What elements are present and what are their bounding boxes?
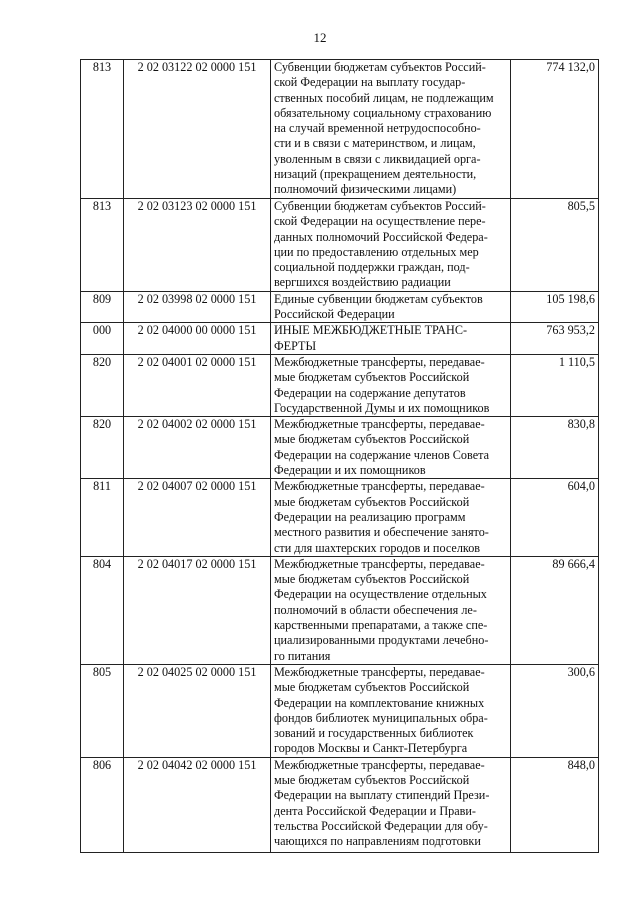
revenue-name-cell xyxy=(271,479,511,556)
revenue-name-line: уволенным в связи с ликвидацией орга- xyxy=(274,151,481,166)
table-row xyxy=(81,556,599,664)
budget-classification-code-cell: 2 02 03122 02 0000 151 xyxy=(124,60,271,199)
revenue-name-line: циализированными продуктами лечебно- xyxy=(274,633,489,648)
revenue-name-line: Российской Федерации xyxy=(274,307,395,322)
revenue-name-line: полномочий в области обеспечения ле- xyxy=(274,602,477,617)
revenue-name-line: Межбюджетные трансферты, передавае- xyxy=(274,757,485,772)
revenue-name-line: данных полномочий Российской Федера- xyxy=(274,229,488,244)
amount-cell: 105 198,6 xyxy=(511,291,599,323)
revenue-name-line: Федерации и их помощников xyxy=(274,463,426,478)
revenue-name-line: на случай временной нетрудоспособно- xyxy=(274,121,481,136)
revenue-name-line: Субвенции бюджетам субъектов Россий- xyxy=(274,199,486,213)
amount-cell: 763 953,2 xyxy=(511,323,599,355)
revenue-name-line: карственными препаратами, а также спе- xyxy=(274,618,488,633)
revenue-name-line: Субвенции бюджетам субъектов Россий- xyxy=(274,60,486,74)
amount-cell: 774 132,0 xyxy=(511,60,599,199)
amount-cell: 604,0 xyxy=(511,479,599,556)
revenue-name-cell xyxy=(271,417,511,479)
revenue-name-cell xyxy=(271,323,511,355)
admin-code-cell: 806 xyxy=(81,757,124,852)
admin-code-cell: 811 xyxy=(81,479,124,556)
revenue-name-line: Межбюджетные трансферты, передавае- xyxy=(274,354,485,369)
table-row xyxy=(81,757,599,852)
admin-code-cell: 813 xyxy=(81,60,124,199)
admin-code-cell: 805 xyxy=(81,664,124,757)
revenue-name-line: ственных пособий лицам, не подлежащим xyxy=(274,90,494,105)
table-row xyxy=(81,199,599,292)
revenue-name-line: ИНЫЕ МЕЖБЮДЖЕТНЫЕ ТРАНС- xyxy=(274,323,468,338)
revenue-name-line: сти для шахтерских городов и поселков xyxy=(274,540,481,555)
revenue-name-cell xyxy=(271,354,511,416)
revenue-name-line: Межбюджетные трансферты, передавае- xyxy=(274,556,485,571)
table-row xyxy=(81,417,599,479)
budget-table-body xyxy=(81,60,599,853)
amount-cell: 830,8 xyxy=(511,417,599,479)
revenue-name-line: Федерации на выплату стипендий Прези- xyxy=(274,788,490,803)
revenue-name-line: ФЕРТЫ xyxy=(274,338,317,353)
budget-classification-code-cell: 2 02 04007 02 0000 151 xyxy=(124,479,271,556)
amount-cell: 805,5 xyxy=(511,199,599,292)
amount-cell: 1 110,5 xyxy=(511,354,599,416)
revenue-name-line: зований и государственных библиотек xyxy=(274,726,474,741)
revenue-name-line: мые бюджетам субъектов Российской xyxy=(274,370,470,385)
revenue-name-line: городов Москвы и Санкт-Петербурга xyxy=(274,741,468,756)
admin-code-cell: 000 xyxy=(81,323,124,355)
revenue-name-line: сти и в связи с материнством, и лицам, xyxy=(274,136,476,151)
revenue-name-line: Государственной Думы и их помощников xyxy=(274,400,490,415)
table-row xyxy=(81,664,599,757)
revenue-name-line: Межбюджетные трансферты, передавае- xyxy=(274,417,485,432)
revenue-name-line: вергшихся воздействию радиации xyxy=(274,275,451,290)
admin-code-cell: 809 xyxy=(81,291,124,323)
revenue-name-cell xyxy=(271,291,511,323)
budget-classification-code-cell: 2 02 04017 02 0000 151 xyxy=(124,556,271,664)
revenue-name-line: мые бюджетам субъектов Российской xyxy=(274,772,470,787)
revenue-name-cell xyxy=(271,757,511,852)
revenue-name-line: Единые субвенции бюджетам субъектов xyxy=(274,291,483,306)
revenue-name-line: Федерации на реализацию программ xyxy=(274,509,466,524)
revenue-name-line: Федерации на осуществление отдельных xyxy=(274,587,487,602)
page-number: 12 xyxy=(313,30,327,45)
revenue-name-line: Федерации на содержание членов Совета xyxy=(274,447,490,462)
revenue-name-line: ской Федерации на выплату государ- xyxy=(274,75,466,90)
revenue-name-line: мые бюджетам субъектов Российской xyxy=(274,680,470,695)
budget-classification-code-cell: 2 02 04042 02 0000 151 xyxy=(124,757,271,852)
table-row xyxy=(81,60,599,199)
revenue-name-line: Межбюджетные трансферты, передавае- xyxy=(274,479,485,494)
revenue-name-cell xyxy=(271,60,511,199)
revenue-name-line: мые бюджетам субъектов Российской xyxy=(274,572,470,587)
revenue-name-line: дента Российской Федерации и Прави- xyxy=(274,803,476,818)
revenue-name-line: го питания xyxy=(274,648,331,663)
revenue-name-line: тельства Российской Федерации для обу- xyxy=(274,818,488,833)
revenue-name-cell xyxy=(271,199,511,292)
budget-classification-code-cell: 2 02 03998 02 0000 151 xyxy=(124,291,271,323)
budget-classification-code-cell: 2 02 04002 02 0000 151 xyxy=(124,417,271,479)
budget-classification-code-cell: 2 02 04000 00 0000 151 xyxy=(124,323,271,355)
table-row xyxy=(81,323,599,355)
budget-classification-code-cell: 2 02 03123 02 0000 151 xyxy=(124,199,271,292)
table-row xyxy=(81,479,599,556)
admin-code-cell: 820 xyxy=(81,417,124,479)
revenue-name-line: ской Федерации на осуществление пере- xyxy=(274,214,486,229)
revenue-name-line: мые бюджетам субъектов Российской xyxy=(274,494,470,509)
revenue-name-line: Межбюджетные трансферты, передавае- xyxy=(274,664,485,679)
revenue-name-line: фондов библиотек муниципальных обра- xyxy=(274,710,488,725)
revenue-name-line: местного развития и обеспечение занято- xyxy=(274,525,489,540)
revenue-name-line: низаций (прекращением деятельности, xyxy=(274,167,477,182)
budget-table xyxy=(80,59,599,853)
budget-classification-code-cell: 2 02 04001 02 0000 151 xyxy=(124,354,271,416)
admin-code-cell: 804 xyxy=(81,556,124,664)
revenue-name-line: мые бюджетам субъектов Российской xyxy=(274,432,470,447)
admin-code-cell: 820 xyxy=(81,354,124,416)
amount-cell: 89 666,4 xyxy=(511,556,599,664)
budget-classification-code-cell: 2 02 04025 02 0000 151 xyxy=(124,664,271,757)
table-row xyxy=(81,291,599,323)
revenue-name-line: обязательному социальному страхованию xyxy=(274,105,492,120)
revenue-name-line: ции по предоставлению отдельных мер xyxy=(274,244,479,259)
revenue-name-line: социальной поддержки граждан, под- xyxy=(274,260,470,275)
admin-code-cell: 813 xyxy=(81,199,124,292)
revenue-name-line: чающихся по направлениям подготовки xyxy=(274,834,481,849)
revenue-name-cell xyxy=(271,556,511,664)
amount-cell: 848,0 xyxy=(511,757,599,852)
table-row xyxy=(81,354,599,416)
revenue-name-cell xyxy=(271,664,511,757)
revenue-name-line: Федерации на комплектование книжных xyxy=(274,695,485,710)
amount-cell: 300,6 xyxy=(511,664,599,757)
revenue-name-line: полномочий физическими лицами) xyxy=(274,182,457,197)
revenue-name-line: Федерации на содержание депутатов xyxy=(274,385,466,400)
